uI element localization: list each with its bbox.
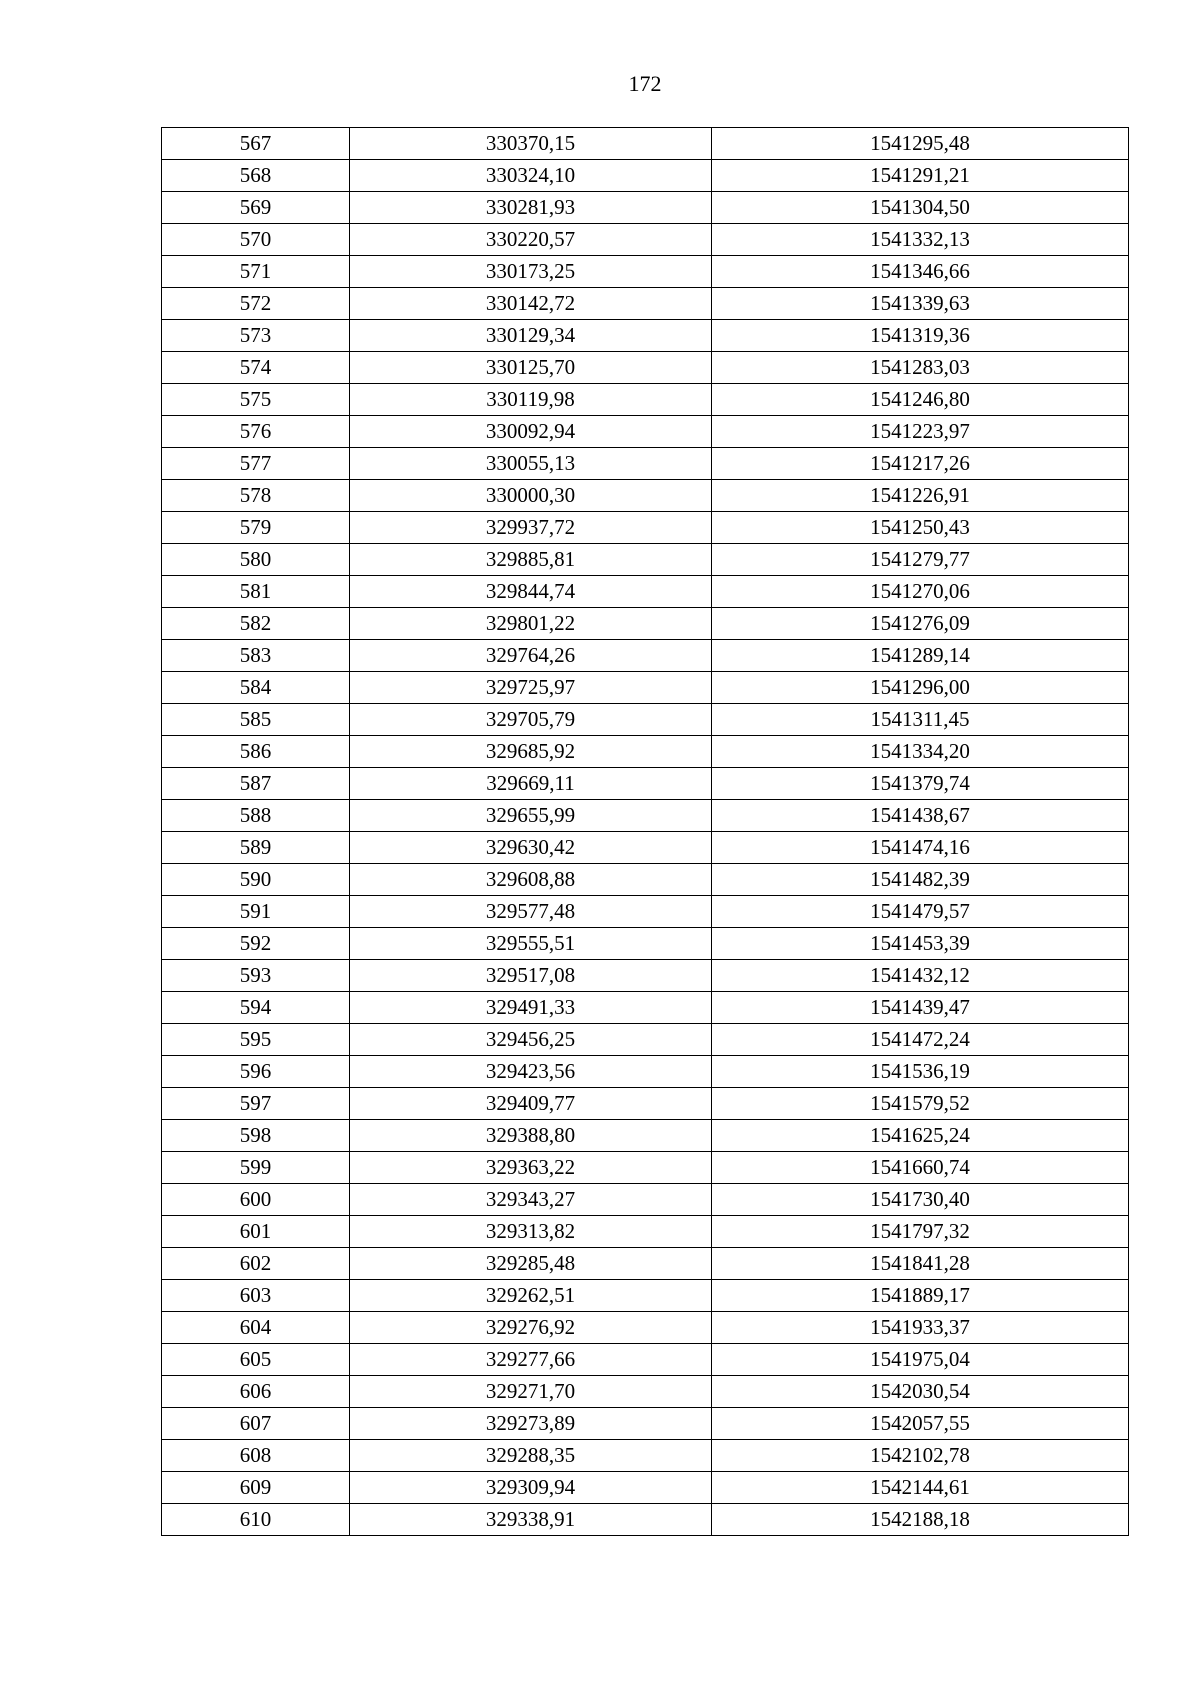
table-row [162,544,1129,576]
y-coordinate-cell: 1541439,47 [712,992,1129,1024]
point-number-cell: 572 [162,288,350,320]
x-coordinate-cell: 329669,11 [350,768,712,800]
table-row [162,448,1129,480]
y-coordinate-cell: 1541841,28 [712,1248,1129,1280]
y-coordinate-cell: 1542030,54 [712,1376,1129,1408]
table-row [162,1088,1129,1120]
point-number-cell: 600 [162,1184,350,1216]
x-coordinate-cell: 329764,26 [350,640,712,672]
y-coordinate-cell: 1541295,48 [712,128,1129,160]
table-row [162,1440,1129,1472]
table-row [162,1472,1129,1504]
y-coordinate-cell: 1541579,52 [712,1088,1129,1120]
x-coordinate-cell: 330142,72 [350,288,712,320]
table-row [162,224,1129,256]
table-row [162,992,1129,1024]
x-coordinate-cell: 329423,56 [350,1056,712,1088]
y-coordinate-cell: 1541339,63 [712,288,1129,320]
table-row [162,512,1129,544]
x-coordinate-cell: 329885,81 [350,544,712,576]
point-number-cell: 579 [162,512,350,544]
y-coordinate-cell: 1541536,19 [712,1056,1129,1088]
y-coordinate-cell: 1542188,18 [712,1504,1129,1536]
y-coordinate-cell: 1541625,24 [712,1120,1129,1152]
x-coordinate-cell: 330119,98 [350,384,712,416]
table-row [162,768,1129,800]
point-number-cell: 599 [162,1152,350,1184]
table-row [162,1408,1129,1440]
point-number-cell: 584 [162,672,350,704]
table-row [162,608,1129,640]
table-row [162,1344,1129,1376]
y-coordinate-cell: 1541223,97 [712,416,1129,448]
table-row [162,1120,1129,1152]
x-coordinate-cell: 329555,51 [350,928,712,960]
y-coordinate-cell: 1541660,74 [712,1152,1129,1184]
y-coordinate-cell: 1541479,57 [712,896,1129,928]
point-number-cell: 594 [162,992,350,1024]
point-number-cell: 589 [162,832,350,864]
y-coordinate-cell: 1542144,61 [712,1472,1129,1504]
point-number-cell: 601 [162,1216,350,1248]
y-coordinate-cell: 1541975,04 [712,1344,1129,1376]
point-number-cell: 593 [162,960,350,992]
x-coordinate-cell: 329277,66 [350,1344,712,1376]
y-coordinate-cell: 1542102,78 [712,1440,1129,1472]
point-number-cell: 583 [162,640,350,672]
y-coordinate-cell: 1541797,32 [712,1216,1129,1248]
x-coordinate-cell: 330125,70 [350,352,712,384]
point-number-cell: 580 [162,544,350,576]
point-number-cell: 598 [162,1120,350,1152]
table-row [162,1056,1129,1088]
x-coordinate-cell: 329517,08 [350,960,712,992]
point-number-cell: 610 [162,1504,350,1536]
table-row [162,352,1129,384]
x-coordinate-cell: 329801,22 [350,608,712,640]
coordinates-table [161,127,1129,1536]
y-coordinate-cell: 1541304,50 [712,192,1129,224]
page-number: 172 [628,71,662,96]
point-number-cell: 595 [162,1024,350,1056]
x-coordinate-cell: 329608,88 [350,864,712,896]
table-row [162,800,1129,832]
table-row [162,192,1129,224]
x-coordinate-cell: 329705,79 [350,704,712,736]
table-row [162,1248,1129,1280]
table-row [162,416,1129,448]
point-number-cell: 588 [162,800,350,832]
x-coordinate-cell: 330000,30 [350,480,712,512]
point-number-cell: 586 [162,736,350,768]
point-number-cell: 582 [162,608,350,640]
point-number-cell: 603 [162,1280,350,1312]
point-number-cell: 573 [162,320,350,352]
y-coordinate-cell: 1541432,12 [712,960,1129,992]
point-number-cell: 605 [162,1344,350,1376]
point-number-cell: 571 [162,256,350,288]
x-coordinate-cell: 329491,33 [350,992,712,1024]
point-number-cell: 581 [162,576,350,608]
table-row [162,1024,1129,1056]
table-row [162,288,1129,320]
y-coordinate-cell: 1541319,36 [712,320,1129,352]
x-coordinate-cell: 329844,74 [350,576,712,608]
x-coordinate-cell: 329655,99 [350,800,712,832]
x-coordinate-cell: 329409,77 [350,1088,712,1120]
x-coordinate-cell: 329338,91 [350,1504,712,1536]
point-number-cell: 575 [162,384,350,416]
table-row [162,576,1129,608]
table-row [162,1312,1129,1344]
table-row [162,640,1129,672]
y-coordinate-cell: 1541453,39 [712,928,1129,960]
y-coordinate-cell: 1541279,77 [712,544,1129,576]
y-coordinate-cell: 1541296,00 [712,672,1129,704]
point-number-cell: 590 [162,864,350,896]
y-coordinate-cell: 1541276,09 [712,608,1129,640]
table-row [162,1184,1129,1216]
point-number-cell: 587 [162,768,350,800]
table-row [162,1216,1129,1248]
y-coordinate-cell: 1541482,39 [712,864,1129,896]
y-coordinate-cell: 1541474,16 [712,832,1129,864]
y-coordinate-cell: 1542057,55 [712,1408,1129,1440]
point-number-cell: 576 [162,416,350,448]
table-row [162,672,1129,704]
coordinates-table-body [162,128,1129,1536]
point-number-cell: 597 [162,1088,350,1120]
point-number-cell: 609 [162,1472,350,1504]
x-coordinate-cell: 329309,94 [350,1472,712,1504]
x-coordinate-cell: 330324,10 [350,160,712,192]
x-coordinate-cell: 329285,48 [350,1248,712,1280]
x-coordinate-cell: 329363,22 [350,1152,712,1184]
x-coordinate-cell: 329273,89 [350,1408,712,1440]
table-row [162,960,1129,992]
table-row [162,256,1129,288]
x-coordinate-cell: 329456,25 [350,1024,712,1056]
x-coordinate-cell: 329577,48 [350,896,712,928]
table-row [162,1504,1129,1536]
table-row [162,704,1129,736]
table-row [162,1152,1129,1184]
x-coordinate-cell: 329937,72 [350,512,712,544]
y-coordinate-cell: 1541346,66 [712,256,1129,288]
point-number-cell: 592 [162,928,350,960]
x-coordinate-cell: 330370,15 [350,128,712,160]
point-number-cell: 608 [162,1440,350,1472]
table-row [162,1376,1129,1408]
y-coordinate-cell: 1541217,26 [712,448,1129,480]
x-coordinate-cell: 329343,27 [350,1184,712,1216]
x-coordinate-cell: 330220,57 [350,224,712,256]
table-row [162,320,1129,352]
y-coordinate-cell: 1541270,06 [712,576,1129,608]
table-row [162,832,1129,864]
x-coordinate-cell: 329725,97 [350,672,712,704]
y-coordinate-cell: 1541246,80 [712,384,1129,416]
x-coordinate-cell: 329262,51 [350,1280,712,1312]
y-coordinate-cell: 1541250,43 [712,512,1129,544]
y-coordinate-cell: 1541379,74 [712,768,1129,800]
point-number-cell: 570 [162,224,350,256]
x-coordinate-cell: 329685,92 [350,736,712,768]
point-number-cell: 577 [162,448,350,480]
y-coordinate-cell: 1541311,45 [712,704,1129,736]
point-number-cell: 574 [162,352,350,384]
x-coordinate-cell: 329313,82 [350,1216,712,1248]
table-row [162,896,1129,928]
y-coordinate-cell: 1541334,20 [712,736,1129,768]
x-coordinate-cell: 330055,13 [350,448,712,480]
y-coordinate-cell: 1541291,21 [712,160,1129,192]
x-coordinate-cell: 329288,35 [350,1440,712,1472]
table-row [162,160,1129,192]
x-coordinate-cell: 330281,93 [350,192,712,224]
y-coordinate-cell: 1541226,91 [712,480,1129,512]
y-coordinate-cell: 1541472,24 [712,1024,1129,1056]
table-row [162,384,1129,416]
point-number-cell: 604 [162,1312,350,1344]
point-number-cell: 568 [162,160,350,192]
table-row [162,1280,1129,1312]
x-coordinate-cell: 329630,42 [350,832,712,864]
table-row [162,480,1129,512]
table-row [162,736,1129,768]
x-coordinate-cell: 329271,70 [350,1376,712,1408]
y-coordinate-cell: 1541933,37 [712,1312,1129,1344]
table-row [162,128,1129,160]
y-coordinate-cell: 1541283,03 [712,352,1129,384]
point-number-cell: 596 [162,1056,350,1088]
point-number-cell: 591 [162,896,350,928]
point-number-cell: 567 [162,128,350,160]
y-coordinate-cell: 1541889,17 [712,1280,1129,1312]
x-coordinate-cell: 330173,25 [350,256,712,288]
y-coordinate-cell: 1541332,13 [712,224,1129,256]
y-coordinate-cell: 1541438,67 [712,800,1129,832]
y-coordinate-cell: 1541730,40 [712,1184,1129,1216]
x-coordinate-cell: 329276,92 [350,1312,712,1344]
point-number-cell: 585 [162,704,350,736]
point-number-cell: 606 [162,1376,350,1408]
x-coordinate-cell: 330092,94 [350,416,712,448]
table-row [162,864,1129,896]
point-number-cell: 602 [162,1248,350,1280]
point-number-cell: 607 [162,1408,350,1440]
point-number-cell: 569 [162,192,350,224]
x-coordinate-cell: 329388,80 [350,1120,712,1152]
y-coordinate-cell: 1541289,14 [712,640,1129,672]
x-coordinate-cell: 330129,34 [350,320,712,352]
table-row [162,928,1129,960]
point-number-cell: 578 [162,480,350,512]
